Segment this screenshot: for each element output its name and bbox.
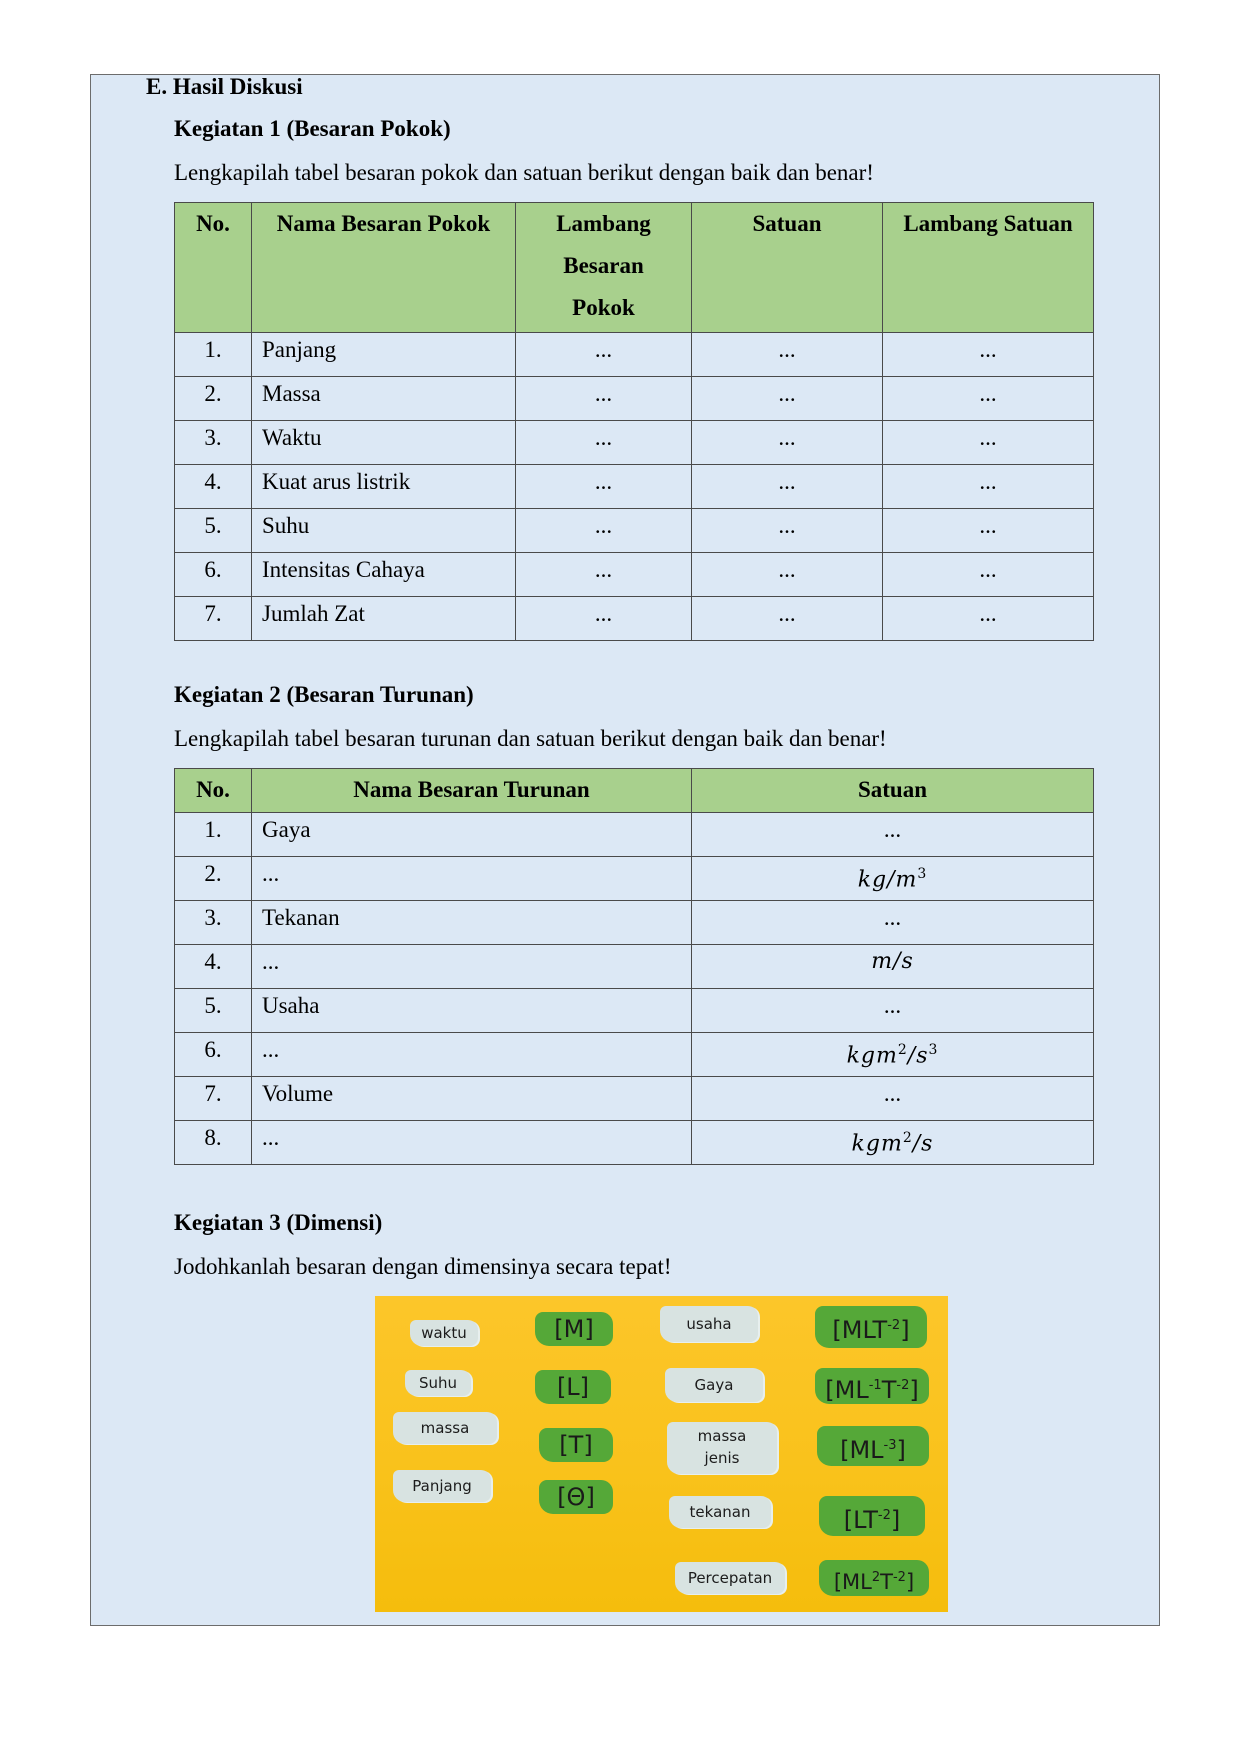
table-row: 5. Usaha ... <box>175 989 1094 1033</box>
unit-cell: m/s <box>692 945 1094 989</box>
dimension-chip[interactable]: [L] <box>535 1370 611 1404</box>
dimension-chip[interactable]: [Θ] <box>539 1480 613 1514</box>
term-chip[interactable]: massa <box>393 1412 497 1444</box>
table-row: 5. Suhu ... ... ... <box>175 509 1094 553</box>
table-row: 3. Waktu ... ... ... <box>175 421 1094 465</box>
unit-cell: ... <box>692 901 1094 945</box>
section-title: E. Hasil Diskusi <box>146 74 303 99</box>
term-chip[interactable]: Panjang <box>393 1470 491 1502</box>
unit-cell: $kg/m^3$ <box>692 857 1094 901</box>
table-header-row <box>175 769 1094 813</box>
derived-quantities-table <box>174 768 1094 1165</box>
term-chip[interactable]: Suhu <box>405 1370 471 1396</box>
dimension-chip[interactable]: $[LT^{-2}]$ <box>819 1496 925 1536</box>
basic-quantities-table <box>174 202 1094 641</box>
term-chip[interactable]: Percepatan <box>675 1562 785 1594</box>
term-chip[interactable]: Gaya <box>665 1368 763 1402</box>
term-chip[interactable]: waktu <box>410 1320 478 1346</box>
dimension-chip[interactable]: $[ML^{-1}T^{-2}]$ <box>815 1368 929 1404</box>
table-row: 1. Panjang ... ... ... <box>175 333 1094 377</box>
term-chip[interactable]: tekanan <box>669 1496 771 1528</box>
table-row: 6. Intensitas Cahaya ... ... ... <box>175 553 1094 597</box>
dimension-chip[interactable]: $[MLT^{-2}]$ <box>815 1306 927 1348</box>
activity-2-title: Kegiatan 2 (Besaran Turunan) <box>174 682 474 707</box>
table-row: 3. Tekanan ... <box>175 901 1094 945</box>
table-row: 4. ... m/s <box>175 945 1094 989</box>
header-unit: Satuan <box>692 203 883 333</box>
activity-2-instruction: Lengkapilah tabel besaran turunan dan satuan berikut dengan baik dan benar! <box>174 726 887 751</box>
dimension-chip[interactable]: [M] <box>535 1312 613 1346</box>
unit-cell: ... <box>692 1077 1094 1121</box>
term-chip[interactable]: massa jenis <box>667 1422 777 1474</box>
activity-1-title: Kegiatan 1 (Besaran Pokok) <box>174 116 451 141</box>
dimension-chip[interactable]: [T] <box>539 1428 613 1462</box>
header-no: No. <box>175 769 252 813</box>
table-row: 8. ... kgm$^2$/s <box>175 1121 1094 1165</box>
header-quantity-name: Nama Besaran Turunan <box>252 769 692 813</box>
header-quantity-symbol: Lambang Besaran Pokok <box>516 203 692 333</box>
activity-3-instruction: Jodohkanlah besaran dengan dimensinya secara tepat! <box>174 1254 672 1279</box>
unit-cell: $kgm^2/s^3$ <box>692 1033 1094 1077</box>
unit-cell: ... <box>692 813 1094 857</box>
header-unit: Satuan <box>692 769 1094 813</box>
unit-cell: ... <box>692 989 1094 1033</box>
table-row: 1. Gaya ... <box>175 813 1094 857</box>
activity-3-title: Kegiatan 3 (Dimensi) <box>174 1210 383 1235</box>
header-no: No. <box>175 203 252 333</box>
dimension-matching-image <box>375 1296 948 1612</box>
dimension-chip[interactable]: $[ML^{-3}]$ <box>817 1426 929 1466</box>
table-row: 2. ... $kg/m^3$ <box>175 857 1094 901</box>
table-row: 7. Volume ... <box>175 1077 1094 1121</box>
unit-cell: kgm$^2$/s <box>692 1121 1094 1165</box>
term-chip[interactable]: usaha <box>660 1306 758 1342</box>
table-row: 4. Kuat arus listrik ... ... ... <box>175 465 1094 509</box>
dimension-chip[interactable]: $[ML^2T^{-2}]$ <box>819 1560 929 1596</box>
header-unit-symbol: Lambang Satuan <box>883 203 1094 333</box>
table-row: 7. Jumlah Zat ... ... ... <box>175 597 1094 641</box>
activity-1-instruction: Lengkapilah tabel besaran pokok dan satuan berikut dengan baik dan benar! <box>174 160 874 185</box>
table-row: 2. Massa ... ... ... <box>175 377 1094 421</box>
header-quantity-name: Nama Besaran Pokok <box>252 203 516 333</box>
table-header-row <box>175 203 1094 333</box>
table-row: 6. ... $kgm^2/s^3$ <box>175 1033 1094 1077</box>
